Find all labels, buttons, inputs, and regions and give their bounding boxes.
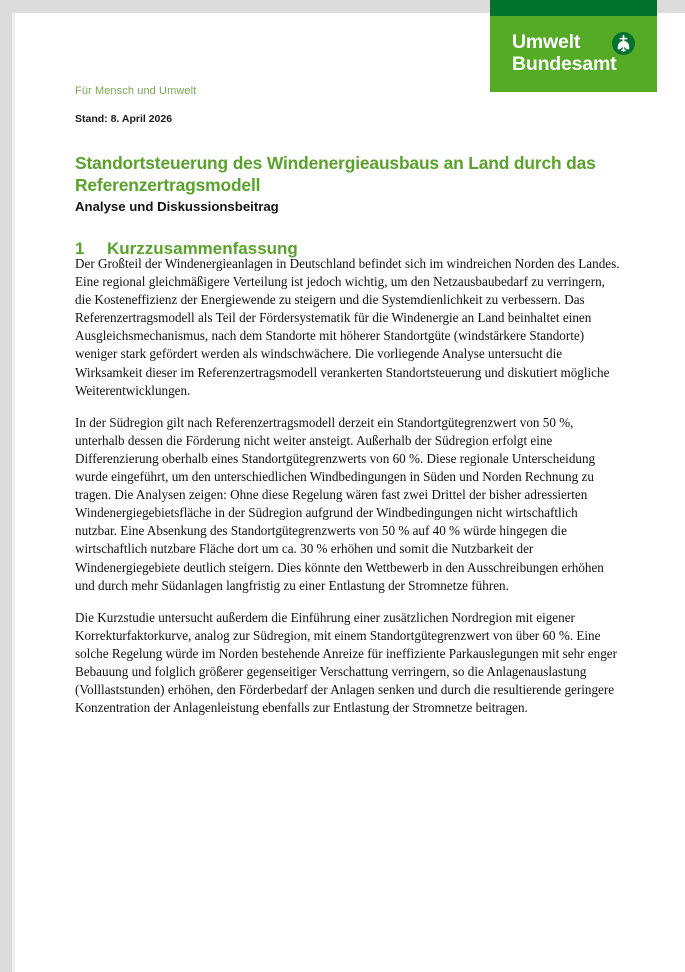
section-number: 1 xyxy=(75,239,85,258)
section-title: Kurzzusammenfassung xyxy=(107,239,298,258)
body-paragraph: In der Südregion gilt nach Referenzertragsmodell derzeit ein Standortgütegrenzwert von 50 %, unterhalb dessen die Förderung nicht weiter ansteigt. Außerhalb der Südregion erfolgt eine Differenzierung oberhalb eines Standortgütegrenzwerts von 60 %. Diese regionale Unterscheidung wurde eingeführt, um den unterschiedlichen Windbedingungen in Süden und Norden Rechnung zu tragen. Die Analysen zeigen: Ohne diese Regelung wären fast zwei Drittel der bisher adressierten Windenergiegebietsfläche in der Südregion aufgrund der Windbedingungen nicht wirtschaftlich nutzbar. Eine Absenkung des Standortgütegrenzwerts von 50 % auf 40 % würde hingegen die wirtschaftlich nutzbare Fläche dort um ca. 30 % erhöhen und somit die Nutzbarkeit der Windenergiegebiete deutlich steigern. Dies könnte den Wettbewerb in den Ausschreibungen erhöhen und durch mehr Südanlagen langfristig zu einer Entlastung der Stromnetze führen. xyxy=(75,414,604,593)
logo-wordmark xyxy=(512,31,616,75)
date-stamp: Stand: 8. April 2026 xyxy=(75,113,173,125)
page-subtitle: Analyse und Diskussionsbeitrag xyxy=(75,198,279,214)
logo-top-bar xyxy=(490,0,657,16)
tree-emblem-icon xyxy=(612,32,635,55)
logo-wordmark-line2: Bundesamt xyxy=(512,53,617,75)
agency-claim: Für Mensch und Umwelt xyxy=(75,85,197,97)
page-title: Standortsteuerung des Windenergieausbaus an Land durch das Referenzertragsmodell xyxy=(75,152,596,196)
umweltbundesamt-logo xyxy=(490,16,657,92)
body-paragraph: Der Großteil der Windenergieanlagen in Deutschland befindet sich im windreichen Norden des Landes. Eine regional gleichmäßigere Verteilung ist jedoch wichtig, um den Netzausbaubedarf zu verringern, die Kosteneffizienz der Energiewende zu steigern und die Systemdienlichkeit zu verbessern. Das Referenzertragsmodell als Teil der Fördersystematik für die Windenergie an Land beinhaltet einen Ausgleichsmechanismus, nach dem Standorte mit höherer Standortgüte (windstärkere Standorte) weniger stark gefördert werden als windschwächere. Die vorliegende Analyse untersucht die Wirksamkeit dieser im Referenzertragsmodell verankerten Standortsteuerung und diskutiert mögliche Weiterentwicklungen. xyxy=(75,256,620,398)
logo-wordmark-line1: Umwelt xyxy=(512,31,581,53)
page-backdrop-left xyxy=(0,0,12,972)
section-body xyxy=(75,255,621,731)
body-paragraph: Die Kurzstudie untersucht außerdem die Einführung einer zusätzlichen Nordregion mit eigener Korrekturfaktorkurve, analog zur Südregion, mit einem Standortgütegrenzwert von über 60 %. Eine solche Regelung würde im Norden bestehende Anreize für ineffiziente Parkauslegungen mit sehr enger Bebauung und folglich größerer gegenseitiger Verschattung verringern, so die Anlagenauslastung (Volllaststunden) erhöhen, den Förderbedarf der Anlagen senken und durch die resultierende geringere Konzentration der Anlagenleistung ebenfalls zur Entlastung der Stromnetze beitragen. xyxy=(75,609,617,716)
